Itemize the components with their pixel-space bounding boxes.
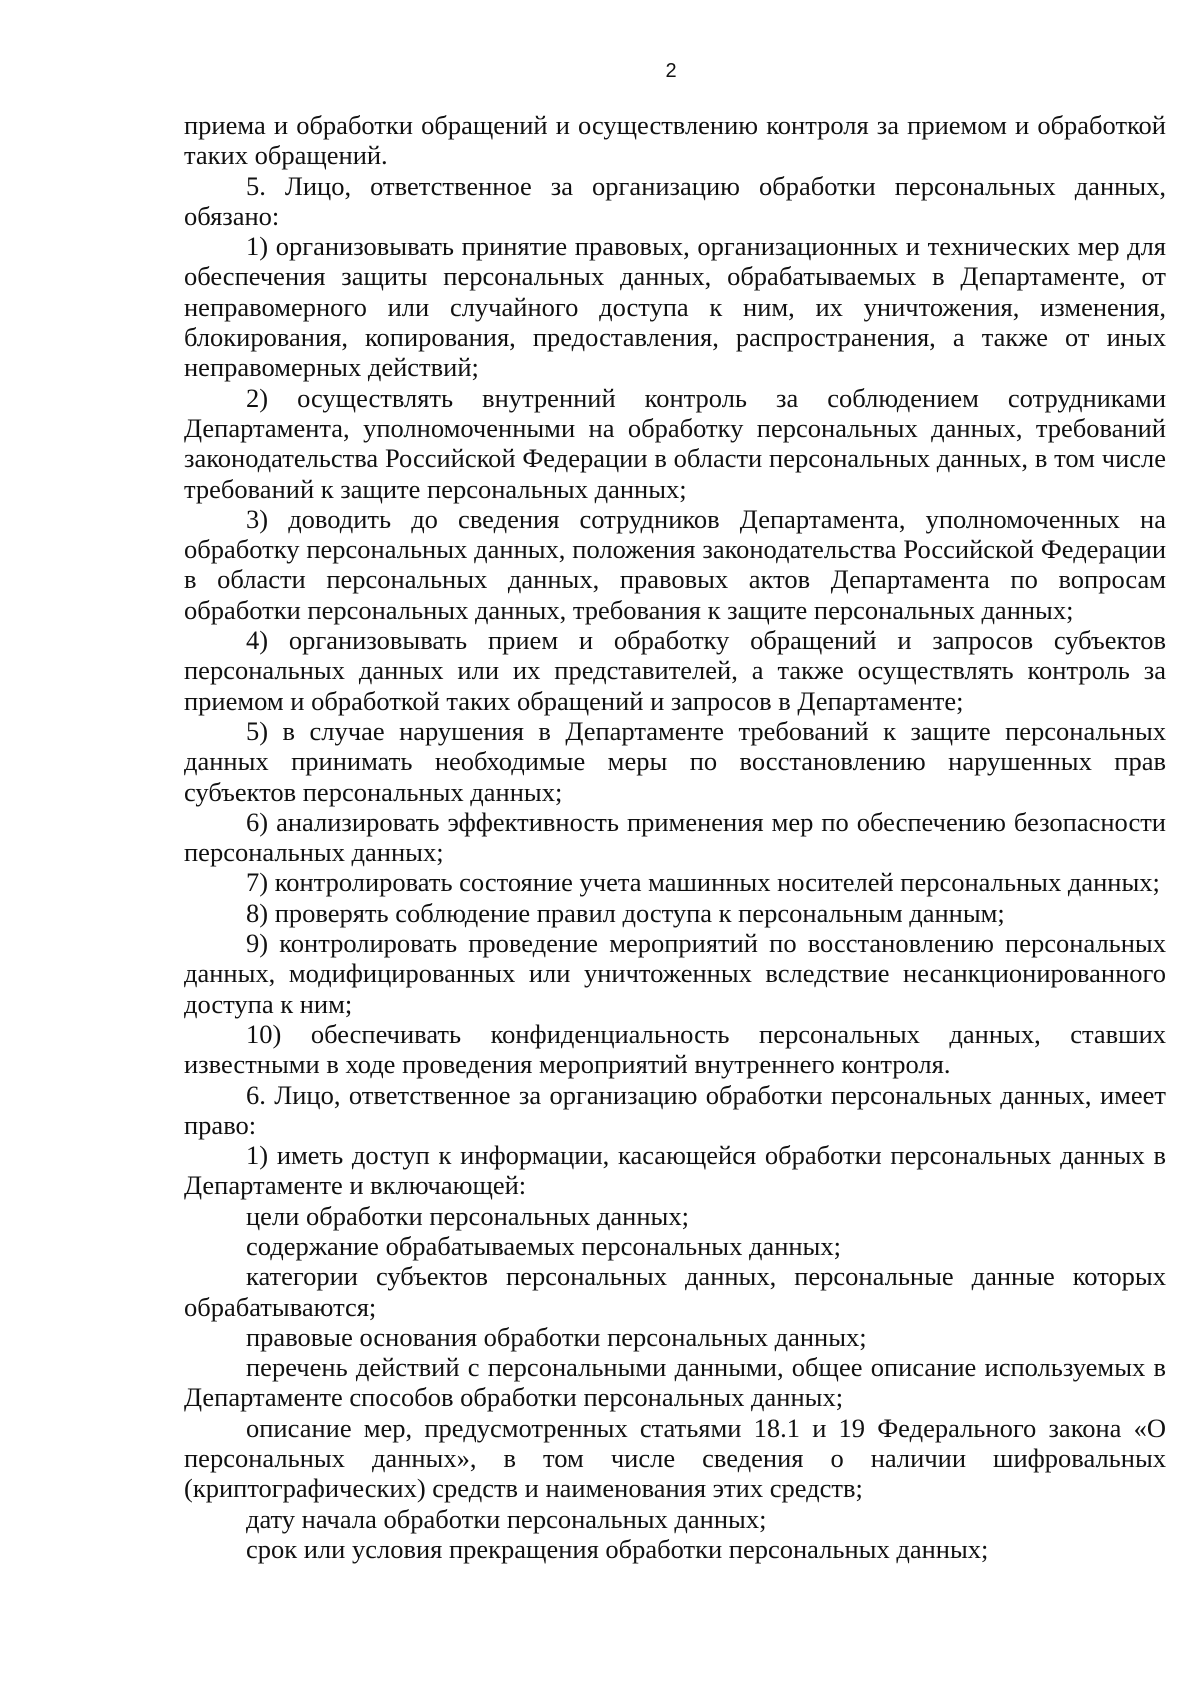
paragraph: правовые основания обработки персональных данных; bbox=[246, 1321, 867, 1352]
document-body bbox=[184, 110, 1166, 1564]
paragraph: срок или условия прекращения обработки персональных данных; bbox=[246, 1533, 989, 1564]
paragraph: 4) организовывать прием и обработку обращений и запросов субъектов персональных данных или их представителей, а также осуществлять контроль за приемом и обработкой таких обращений и запросов в Департаменте; bbox=[184, 625, 1166, 716]
paragraph: 7) контролировать состояние учета машинных носителей персональных данных; bbox=[246, 867, 1160, 898]
paragraph: категории субъектов персональных данных, персональные данные которых обрабатываются; bbox=[184, 1261, 1166, 1322]
paragraph: описание мер, предусмотренных статьями 18.1 и 19 Федерального закона «О персональных данных», в том числе сведения о наличии шифровальных (криптографических) средств и наименования этих средств; bbox=[184, 1412, 1166, 1504]
paragraph: 6) анализировать эффективность применения мер по обеспечению безопасности персональных данных; bbox=[184, 806, 1166, 868]
paragraph: дату начала обработки персональных данных; bbox=[246, 1503, 767, 1534]
paragraph: 9) контролировать проведение мероприятий по восстановлению персональных данных, модифицированных или уничтоженных вследствие несанкционированного доступа к ним; bbox=[184, 928, 1166, 1019]
paragraph: 5. Лицо, ответственное за организацию обработки персональных данных, обязано: bbox=[184, 170, 1166, 231]
paragraph: 10) обеспечивать конфиденциальность персональных данных, ставших известными в ходе проведения мероприятий внутреннего контроля. bbox=[184, 1018, 1166, 1080]
page-number: 2 bbox=[665, 60, 677, 82]
paragraph: содержание обрабатываемых персональных данных; bbox=[246, 1230, 841, 1261]
paragraph: 2) осуществлять внутренний контроль за соблюдением сотрудниками Департамента, уполномоченными на обработку персональных данных, требований законодательства Российской Федерации в области персональных данных, в том числе требований к защите персональных данных; bbox=[184, 382, 1166, 504]
paragraph: приема и обработки обращений и осуществлению контроля за приемом и обработкой таких обращений. bbox=[184, 110, 1166, 171]
paragraph: 5) в случае нарушения в Департаменте требований к защите персональных данных принимать необходимые меры по восстановлению нарушенных прав субъектов персональных данных; bbox=[184, 715, 1166, 807]
paragraph: 1) организовывать принятие правовых, организационных и технических мер для обеспечения защиты персональных данных, обрабатываемых в Департаменте, от неправомерного или случайного доступа к ним, их уничтожения, изменения, блокирования, копирования, предоставления, распространения, а также от иных неправомерных действий; bbox=[184, 231, 1166, 383]
paragraph: 8) проверять соблюдение правил доступа к персональным данным; bbox=[246, 897, 1005, 928]
paragraph: 3) доводить до сведения сотрудников Департамента, уполномоченных на обработку персональных данных, положения законодательства Российской Федерации в области персональных данных, правовых актов Департамента по вопросам обработки персональных данных, требования к защите персональных данных; bbox=[184, 503, 1166, 625]
paragraph: перечень действий с персональными данными, общее описание используемых в Департаменте способов обработки персональных данных; bbox=[184, 1352, 1166, 1413]
paragraph: 6. Лицо, ответственное за организацию обработки персональных данных, имеет право: bbox=[184, 1079, 1166, 1140]
paragraph: 1) иметь доступ к информации, касающейся обработки персональных данных в Департаменте и включающей: bbox=[184, 1140, 1166, 1201]
paragraph: цели обработки персональных данных; bbox=[246, 1200, 689, 1231]
